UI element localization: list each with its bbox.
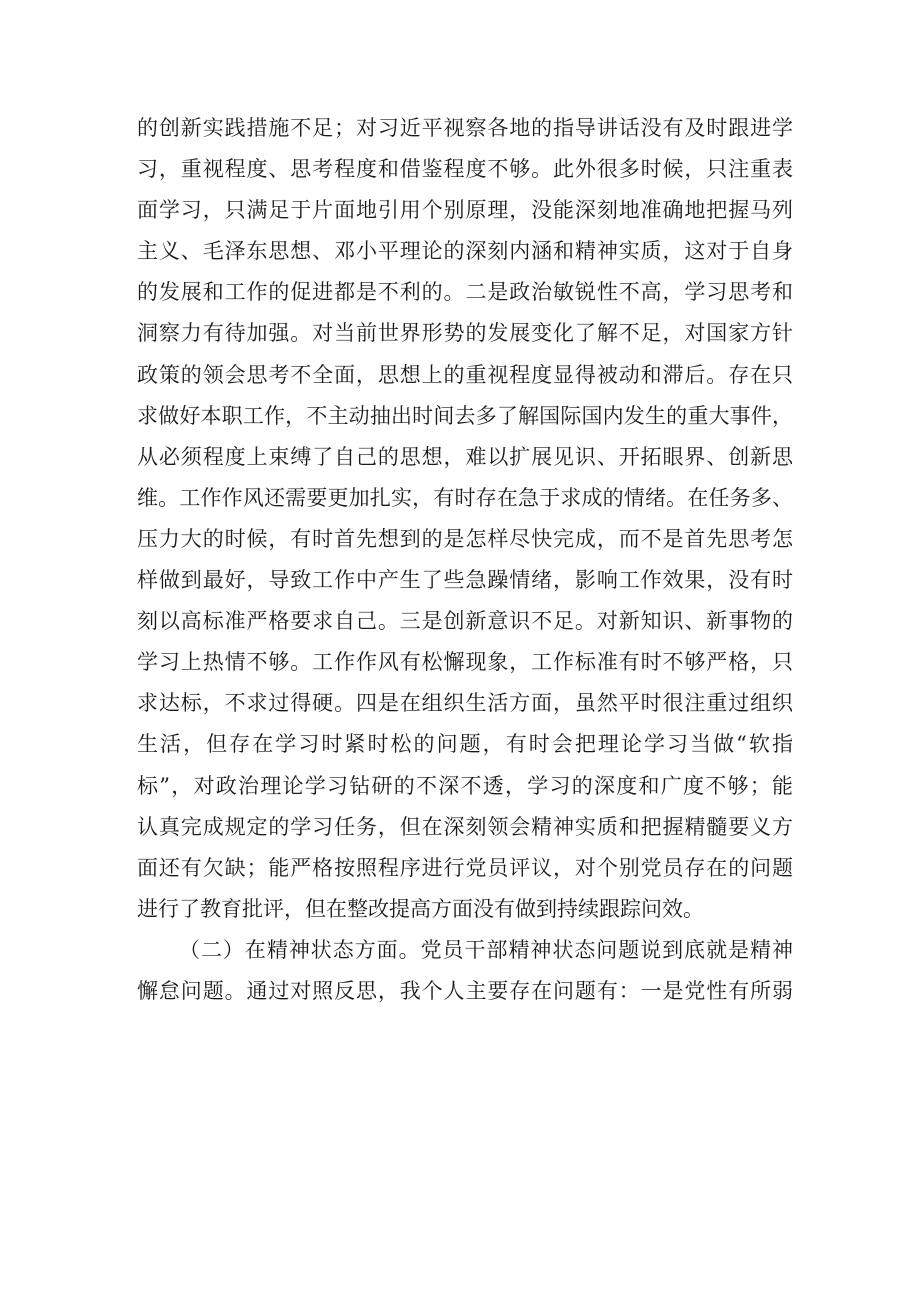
text-line: 洞察力有待加强。对当前世界形势的发展变化了解不足，对国家方针 xyxy=(137,321,793,346)
text-line: 懈怠问题。通过对照反思，我个人主要存在问题有：一是党性有所弱 xyxy=(137,978,793,1003)
text-line: 主义、毛泽东思想、邓小平理论的深刻内涵和精神实质，这对于自身 xyxy=(137,239,793,264)
text-line: 从必须程度上束缚了自己的思想，难以扩展见识、开拓眼界、创新思 xyxy=(137,444,793,469)
text-line: 生活，但存在学习时紧时松的问题，有时会把理论学习当做“软指 xyxy=(137,732,793,757)
body-text xyxy=(137,108,793,1012)
text-line: 刻以高标准严格要求自己。三是创新意识不足。对新知识、新事物的 xyxy=(137,609,793,634)
text-line: 的创新实践措施不足；对习近平视察各地的指导讲话没有及时跟进学 xyxy=(137,116,793,140)
text-line: 政策的领会思考不全面，思想上的重视程度显得被动和滞后。存在只 xyxy=(137,362,793,387)
text-line: 压力大的时候，有时首先想到的是怎样尽快完成，而不是首先思考怎 xyxy=(137,526,793,551)
text-line: 的发展和工作的促进都是不利的。二是政治敏锐性不高，学习思考和 xyxy=(137,280,793,305)
section-heading-line: （二）在精神状态方面。党员干部精神状态问题说到底就是精神 xyxy=(179,937,793,962)
text-line: 面还有欠缺；能严格按照程序进行党员评议，对个别党员存在的问题 xyxy=(137,855,793,880)
text-line: 认真完成规定的学习任务，但在深刻领会精神实质和把握精髓要义方 xyxy=(137,814,793,839)
text-line: 维。工作作风还需要更加扎实，有时存在急于求成的情绪。在任务多、 xyxy=(137,485,793,510)
text-line: 学习上热情不够。工作作风有松懈现象，工作标准有时不够严格，只 xyxy=(137,650,793,675)
text-line: 样做到最好，导致工作中产生了些急躁情绪，影响工作效果，没有时 xyxy=(137,568,793,593)
text-line: 进行了教育批评，但在整改提高方面没有做到持续跟踪问效。 xyxy=(137,896,704,921)
text-line: 面学习，只满足于片面地引用个别原理，没能深刻地准确地把握马列 xyxy=(137,198,793,223)
text-line: 求做好本职工作，不主动抽出时间去多了解国际国内发生的重大事件， xyxy=(137,403,793,428)
text-line: 标”，对政治理论学习钻研的不深不透，学习的深度和广度不够；能 xyxy=(137,773,793,798)
text-line: 习，重视程度、思考程度和借鉴程度不够。此外很多时候，只注重表 xyxy=(137,157,793,182)
text-line: 求达标，不求过得硬。四是在组织生活方面，虽然平时很注重过组织 xyxy=(137,691,793,716)
